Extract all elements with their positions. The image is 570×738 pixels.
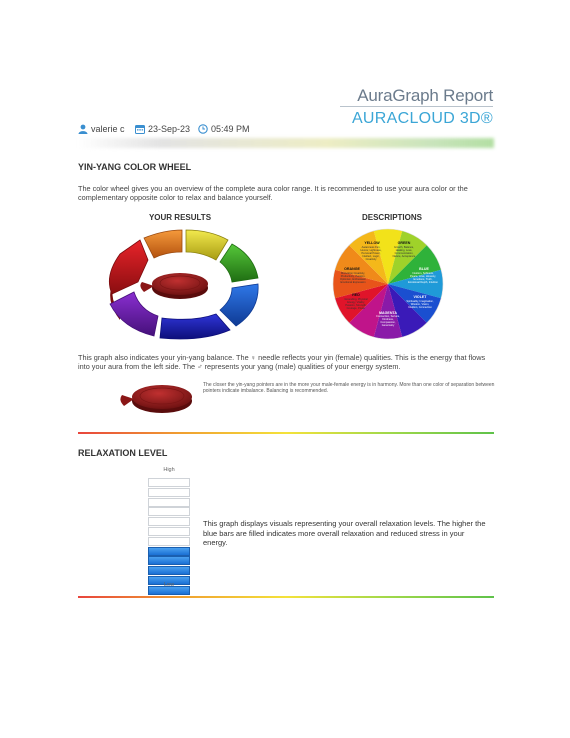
- wheel-desc-magenta: Connection, Service, Kindness, Compassion, Generosity: [376, 315, 400, 327]
- meter-bar: [148, 527, 190, 536]
- your-results-heading: YOUR RESULTS: [148, 213, 212, 222]
- user-icon: [78, 124, 88, 134]
- wheel-desc-orange: Motivation Creativity, Productivity, Passion, Optimism, Enthusiasm Emotional Expression: [340, 272, 366, 284]
- report-title: AuraGraph Report: [357, 86, 493, 105]
- wheel-desc-green: Growth, Balance, Healing, Love, Communication, Nature, Acceptance: [392, 246, 416, 258]
- section-divider: [78, 432, 494, 434]
- meter-bar: [148, 547, 190, 556]
- meter-low-label: Low: [163, 582, 175, 588]
- meter-bar: [148, 507, 190, 516]
- ring-segment-green: [220, 244, 258, 282]
- yin-yang-note: The closer the yin-yang pointers are in the more your male-female energy is in harmony. More than one color of separation between pointers indicate imbalance. Balancing is recommended.: [203, 382, 495, 394]
- date-text: 23-Sep-23: [148, 124, 191, 134]
- clock-icon: [198, 124, 208, 134]
- relaxation-description: This graph displays visuals representing your overall relaxation levels. The higher the blue bars are filled indicates more overall relaxation and reduced stress in your energy.: [203, 519, 486, 547]
- wheel-label-blue: BLUE: [419, 267, 429, 271]
- needle-pointer: [140, 282, 154, 292]
- yin-yang-needle-graphic: [118, 379, 198, 419]
- title-divider: [340, 106, 493, 107]
- meter-bar: [148, 566, 190, 575]
- meter-bar: [148, 488, 190, 497]
- meter-high-label: High: [163, 467, 175, 473]
- wheel-label-red: RED: [352, 293, 360, 297]
- yin-yang-balance-text: This graph also indicates your yin-yang balance. The ♀ needle reflects your yin (female) qualities. This is the energy that flows into your aura from the left side. The ♂ represents your yang (male) qualities of your energy system.: [78, 353, 486, 371]
- wheel-label-green: GREEN: [397, 241, 411, 245]
- ring-segment-yellow: [186, 230, 228, 260]
- wheel-label-violet: VIOLET: [413, 295, 427, 299]
- results-color-ring: [98, 226, 268, 346]
- user-info: [78, 124, 125, 134]
- meter-bar: [148, 478, 190, 487]
- section-divider-bottom: [78, 596, 494, 598]
- meter-bar: [148, 517, 190, 526]
- wheel-desc-violet: Spirituality, Imagination, Wisdom, Vision, Intuition, Connection: [406, 300, 434, 309]
- descriptions-color-wheel: [332, 228, 444, 340]
- brand-logo-text: AURACLOUD 3D®: [351, 110, 493, 127]
- wheel-desc-red: Grounding, Physical Energy, Vitality, Passion, Strength, Courage, Power: [344, 298, 368, 310]
- report-time: [198, 124, 250, 134]
- ring-segment-orange: [144, 230, 182, 258]
- yin-yang-section-title: YIN-YANG COLOR WHEEL: [78, 162, 192, 172]
- time-text: 05:49 PM: [211, 124, 250, 134]
- wheel-label-yellow: YELLOW: [364, 241, 380, 245]
- ring-segment-violet: [110, 292, 158, 336]
- ring-segment-navy: [160, 314, 230, 339]
- calendar-icon: [135, 124, 145, 134]
- wheel-desc-yellow: Awareness Fun, Humor, Lightness, Personal Power, Intellect, Logic, Creativity: [360, 246, 382, 261]
- meter-bar: [148, 537, 190, 546]
- yin-yang-intro: The color wheel gives you an overview of the complete aura color range. It is recommended to use your aura color or the complementary opposite color to relax and balance yourself.: [78, 184, 468, 202]
- report-date: [135, 124, 190, 134]
- wheel-desc-blue: Intuition, Softness, Peace, Love, Honesty, Emotions, Truth, Emotional Depth, Intuition: [408, 272, 438, 284]
- meter-bar: [148, 556, 190, 565]
- ring-segment-blue: [220, 284, 258, 326]
- descriptions-heading: DESCRIPTIONS: [361, 213, 422, 222]
- meter-bar: [148, 498, 190, 507]
- relaxation-section-title: RELAXATION LEVEL: [78, 448, 168, 458]
- header-color-band: [78, 138, 494, 148]
- wheel-label-magenta: MAGENTA: [379, 311, 397, 315]
- user-name: valerie c: [91, 124, 125, 134]
- wheel-label-orange: ORANGE: [344, 267, 360, 271]
